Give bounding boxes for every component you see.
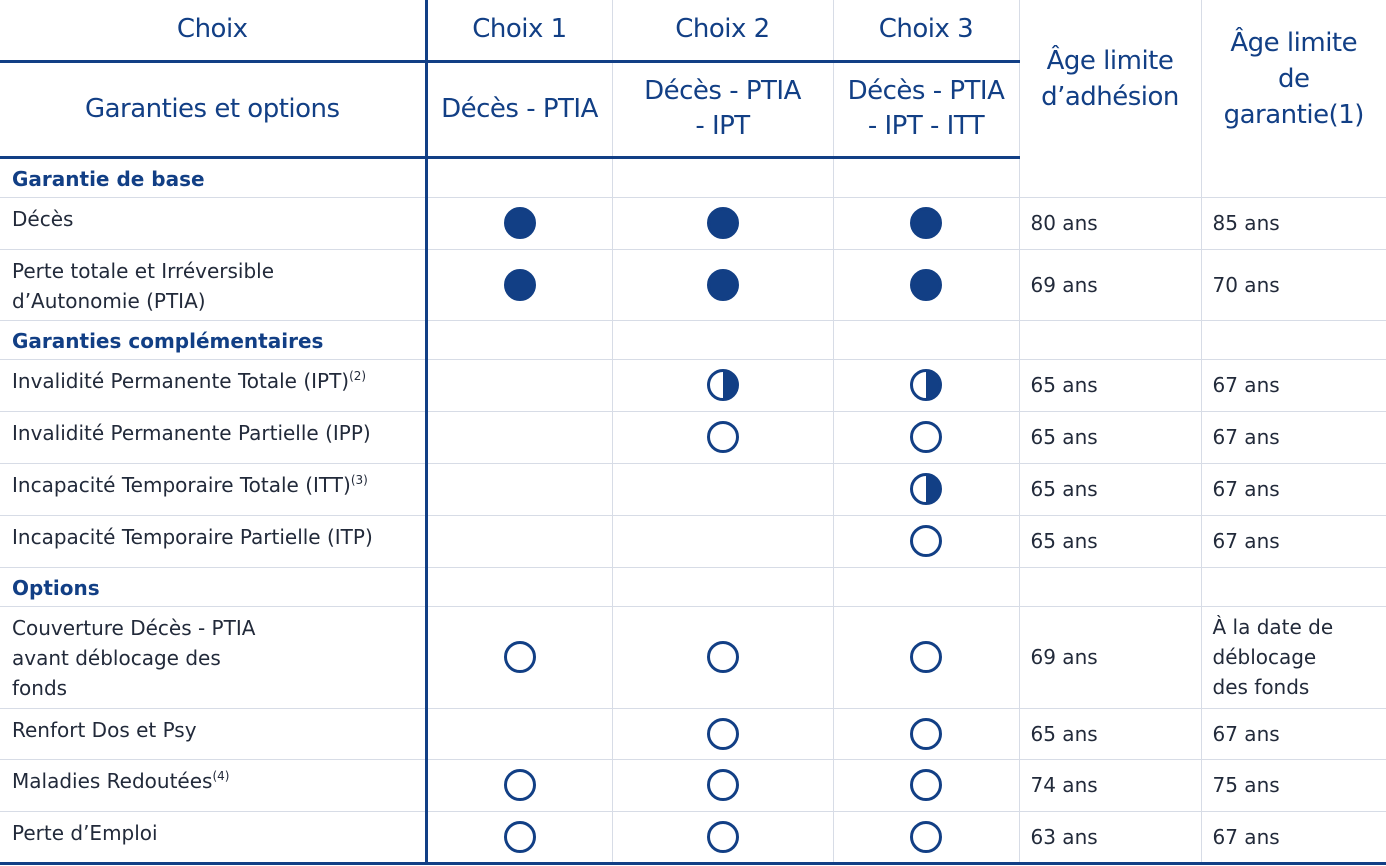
age-garantie-cell: 70 ans: [1201, 249, 1386, 320]
age-adhesion-cell: [1019, 567, 1201, 606]
filled-circle-icon: [504, 269, 536, 301]
table-row: [0, 811, 1386, 863]
choice-3-cell: [833, 157, 1019, 197]
age-garantie-cell: [1201, 320, 1386, 359]
choice-1-cell: [426, 759, 612, 811]
choice-3-cell: [833, 567, 1019, 606]
empty-circle-icon: [910, 421, 942, 453]
label-text: Invalidité Permanente Totale (IPT): [12, 368, 350, 393]
row-label: [0, 411, 426, 463]
age-garantie-cell: 67 ans: [1201, 811, 1386, 863]
table-body: [0, 157, 1386, 863]
choice-2-cell: [612, 197, 833, 249]
choice-2-cell: [612, 567, 833, 606]
header-choix-2: Choix 2: [612, 0, 833, 61]
empty-circle-icon: [707, 641, 739, 673]
label-text: Renfort Dos et Psy: [12, 717, 197, 742]
age-adhesion-cell: 69 ans: [1019, 606, 1201, 708]
age-garantie-cell: [1201, 567, 1386, 606]
row-label: [0, 359, 426, 411]
empty-circle-icon: [504, 821, 536, 853]
label-text: Garanties complémentaires: [12, 328, 324, 353]
choice-3-cell: [833, 759, 1019, 811]
choice-1-cell: [426, 567, 612, 606]
empty-circle-icon: [707, 769, 739, 801]
section-label: [0, 157, 426, 197]
table-row: [0, 359, 1386, 411]
empty-circle-icon: [504, 641, 536, 673]
choice-3-cell: [833, 320, 1019, 359]
label-text: Options: [12, 575, 100, 600]
label-text: Perte totale et Irréversible d’Autonomie (PTIA): [12, 258, 275, 313]
choice-1-cell: [426, 515, 612, 567]
choice-3-cell: [833, 515, 1019, 567]
age-adhesion-cell: [1019, 157, 1201, 197]
age-garantie-cell: 85 ans: [1201, 197, 1386, 249]
label-text: Couverture Décès - PTIA avant déblocage des fonds: [12, 615, 256, 700]
empty-circle-icon: [910, 718, 942, 750]
age-garantie-cell: À la date de déblocage des fonds: [1201, 606, 1386, 708]
table-row: [0, 411, 1386, 463]
choice-3-cell: [833, 197, 1019, 249]
header-age-adhesion: Âge limite d’adhésion: [1019, 0, 1201, 157]
half-circle-icon: [910, 473, 942, 505]
footnote-ref: (3): [350, 472, 368, 487]
choice-3-cell: [833, 606, 1019, 708]
choice-2-cell: [612, 157, 833, 197]
choice-3-cell: [833, 463, 1019, 515]
age-garantie-cell: [1201, 157, 1386, 197]
age-adhesion-cell: 65 ans: [1019, 411, 1201, 463]
choice-1-cell: [426, 157, 612, 197]
age-garantie-cell: 67 ans: [1201, 411, 1386, 463]
filled-circle-icon: [910, 269, 942, 301]
filled-circle-icon: [504, 207, 536, 239]
age-adhesion-cell: 74 ans: [1019, 759, 1201, 811]
label-text: Maladies Redoutées: [12, 768, 213, 793]
choice-1-cell: [426, 197, 612, 249]
label-text: Invalidité Permanente Partielle (IPP): [12, 420, 371, 445]
filled-circle-icon: [707, 207, 739, 239]
choice-2-cell: [612, 463, 833, 515]
header-choix-1: Choix 1: [426, 0, 612, 61]
choice-2-cell: [612, 811, 833, 863]
table-row: [0, 759, 1386, 811]
empty-circle-icon: [910, 525, 942, 557]
label-text: Incapacité Temporaire Totale (ITT): [12, 472, 351, 497]
half-circle-icon: [707, 369, 739, 401]
choice-1-cell: [426, 249, 612, 320]
header-guarantees-choix-3: Décès - PTIA - IPT - ITT: [833, 61, 1019, 157]
header-choix: Choix: [0, 0, 426, 61]
age-adhesion-cell: 63 ans: [1019, 811, 1201, 863]
section-row: [0, 567, 1386, 606]
row-label: [0, 249, 426, 320]
footnote-ref: (4): [212, 768, 230, 783]
filled-circle-icon: [707, 269, 739, 301]
choice-1-cell: [426, 359, 612, 411]
section-row: [0, 320, 1386, 359]
table-row: [0, 197, 1386, 249]
row-label: [0, 463, 426, 515]
table-row: [0, 515, 1386, 567]
choice-1-cell: [426, 411, 612, 463]
table-row: [0, 249, 1386, 320]
section-row: [0, 157, 1386, 197]
empty-circle-icon: [910, 641, 942, 673]
choice-2-cell: [612, 708, 833, 759]
header-age-garantie: Âge limite de garantie(1): [1223, 27, 1364, 130]
choice-1-cell: [426, 463, 612, 515]
age-adhesion-cell: 80 ans: [1019, 197, 1201, 249]
choice-2-cell: [612, 515, 833, 567]
age-garantie-cell: 75 ans: [1201, 759, 1386, 811]
age-adhesion-cell: 65 ans: [1019, 515, 1201, 567]
header-choix-3: Choix 3: [833, 0, 1019, 61]
row-label: [0, 811, 426, 863]
footnote-ref: (2): [349, 368, 367, 383]
label-text: Incapacité Temporaire Partielle (ITP): [12, 524, 373, 549]
age-adhesion-cell: [1019, 320, 1201, 359]
section-label: [0, 567, 426, 606]
section-label: [0, 320, 426, 359]
table-row: [0, 463, 1386, 515]
age-adhesion-cell: 65 ans: [1019, 708, 1201, 759]
empty-circle-icon: [910, 821, 942, 853]
choice-2-cell: [612, 411, 833, 463]
empty-circle-icon: [504, 769, 536, 801]
choice-3-cell: [833, 359, 1019, 411]
empty-circle-icon: [707, 421, 739, 453]
age-garantie-cell: 67 ans: [1201, 463, 1386, 515]
age-adhesion-cell: 65 ans: [1019, 359, 1201, 411]
choice-2-cell: [612, 359, 833, 411]
row-label: [0, 197, 426, 249]
choice-2-cell: [612, 249, 833, 320]
row-label: [0, 708, 426, 759]
empty-circle-icon: [707, 718, 739, 750]
table-row: [0, 708, 1386, 759]
row-label: [0, 515, 426, 567]
half-circle-icon: [910, 369, 942, 401]
age-adhesion-cell: 69 ans: [1019, 249, 1201, 320]
choice-1-cell: [426, 811, 612, 863]
choice-3-cell: [833, 708, 1019, 759]
choice-3-cell: [833, 411, 1019, 463]
row-label: [0, 759, 426, 811]
age-garantie-cell: 67 ans: [1201, 708, 1386, 759]
header-guarantees-choix-1: Décès - PTIA: [426, 61, 612, 157]
choice-3-cell: [833, 811, 1019, 863]
header-garanties: Garanties et options: [0, 61, 426, 157]
age-garantie-cell: 67 ans: [1201, 359, 1386, 411]
label-text: Décès: [12, 206, 74, 231]
label-text: Perte d’Emploi: [12, 820, 158, 845]
header-guarantees-choix-2: Décès - PTIA - IPT: [612, 61, 833, 157]
label-text: Garantie de base: [12, 166, 205, 191]
choice-1-cell: [426, 606, 612, 708]
row-label: [0, 606, 426, 708]
age-adhesion-cell: 65 ans: [1019, 463, 1201, 515]
choice-1-cell: [426, 708, 612, 759]
choice-2-cell: [612, 606, 833, 708]
choice-1-cell: [426, 320, 612, 359]
table-row: [0, 606, 1386, 708]
choice-2-cell: [612, 759, 833, 811]
choice-3-cell: [833, 249, 1019, 320]
choice-2-cell: [612, 320, 833, 359]
empty-circle-icon: [910, 769, 942, 801]
filled-circle-icon: [910, 207, 942, 239]
age-garantie-cell: 67 ans: [1201, 515, 1386, 567]
empty-circle-icon: [707, 821, 739, 853]
